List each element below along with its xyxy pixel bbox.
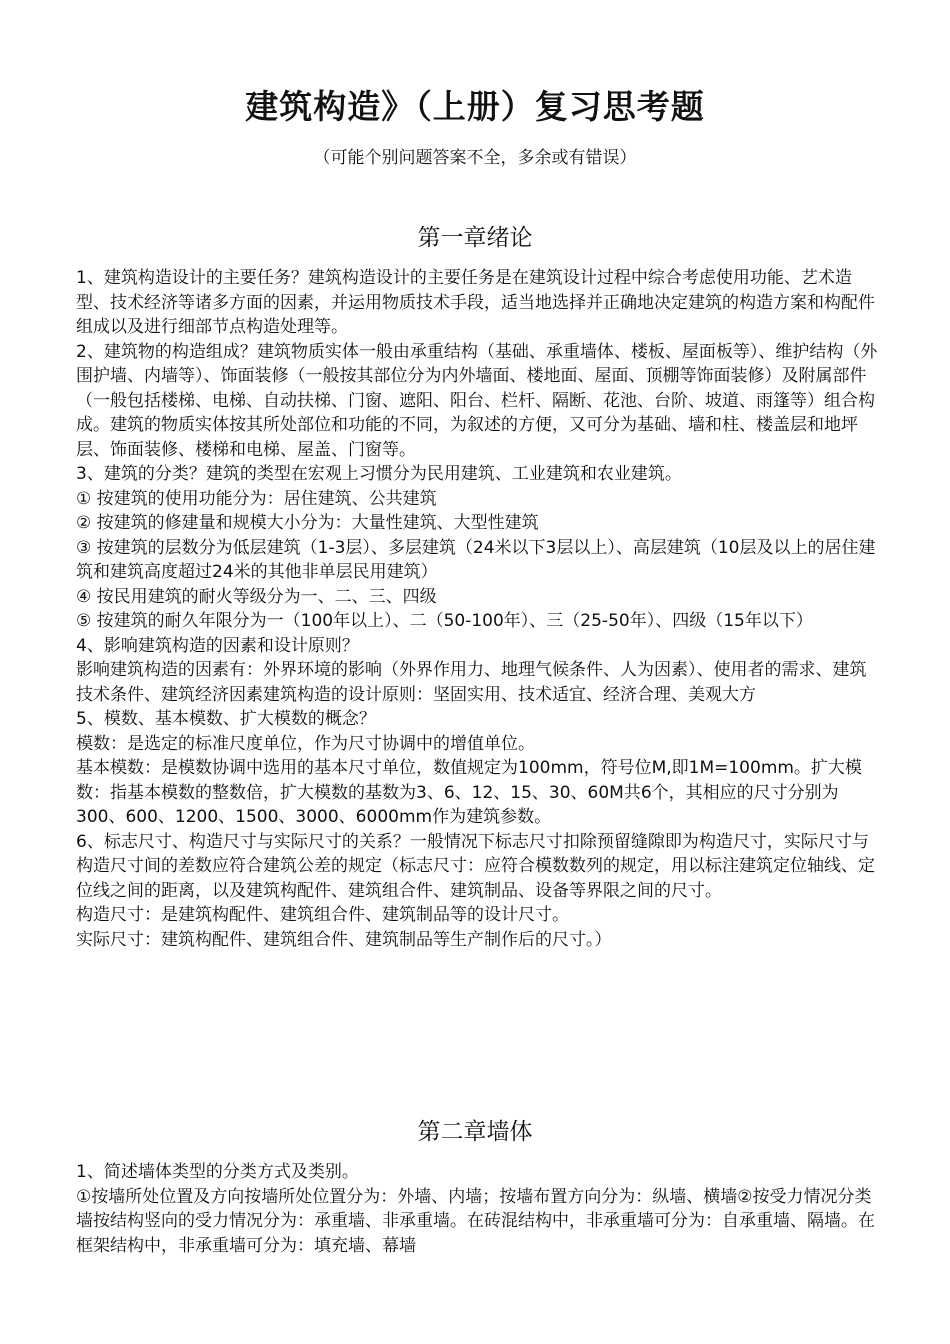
chapter-heading-2: 第二章墙体 [417,1119,533,1145]
paragraph: 4、影响建筑构造的因素和设计原则？ [76,635,359,656]
chapter-heading-1: 第一章绪论 [417,225,533,251]
paragraph: 影响建筑构造的因素有：外界环境的影响（外界作用力、地理气候条件、人为因素）、使用者的需求、建筑技术条件、建筑经济因素建筑构造的设计原则：坚固实用、技术适宜、经济合理、美观大方 [76,660,867,705]
paragraph: 构造尺寸：是建筑构配件、建筑组合件、建筑制品等的设计尺寸。 [76,905,569,925]
list-item: ⑤ 按建筑的耐久年限分为一（100年以上）、二（50-100年）、三（25-50年）、四级（15年以下） [76,611,813,631]
list-item: ④ 按民用建筑的耐火等级分为一、二、三、四级 [76,586,437,607]
list-item: ② 按建筑的修建量和规模大小分为：大量性建筑、大型性建筑 [76,513,539,533]
paragraph: 1、简述墙体类型的分类方式及类别。 [76,1162,359,1182]
paragraph: 2、建筑物的构造组成？建筑物质实体一般由承重结构（基础、承重墙体、楼板、屋面板等）、维护结构（外围护墙、内墙等）、饰面装修（一般按其部位分为内外墙面、楼地面、屋面、顶棚等饰面装修）及附属部件（一般包括楼梯、电梯、自动扶梯、门窗、遮阳、阳台、栏杆、隔断、花池、台阶、坡道、雨篷等）组合构成。建筑的物质实体按其所处部位和功能的不同，为叙述的方便，又可分为基础、墙和柱、楼盖层和地坪层、饰面装修、楼梯和电梯、屋盖、门窗等。 [76,341,878,460]
paragraph: ①按墙所处位置及方向按墙所处位置分为：外墙、内墙；按墙布置方向分为：纵墙、横墙②按受力情况分类墙按结构竖向的受力情况分为：承重墙、非承重墙。在砖混结构中，非承重墙可分为：自承重墙、隔墙。在框架结构中，非承重墙可分为：填充墙、幕墙 [76,1186,875,1256]
paragraph: 实际尺寸：建筑构配件、建筑组合件、建筑制品等生产制作后的尺寸。） [76,929,612,950]
list-item: ③ 按建筑的层数分为低层建筑（1-3层）、多层建筑（24米以下3层以上）、高层建筑（10层及以上的居住建筑和建筑高度超过24米的其他非单层民用建筑） [76,537,876,582]
paragraph: 1、建筑构造设计的主要任务？建筑构造设计的主要任务是在建筑设计过程中综合考虑使用功能、艺术造型、技术经济等诸多方面的因素，并运用物质技术手段，适当地选择并正确地决定建筑的构造方案和构配件组成以及进行细部节点构造处理等。 [76,268,875,337]
chapter-2-body [76,1160,882,1258]
document-title: 建筑构造》（上册）复习思考题 [245,87,705,126]
document-subtitle: （可能个别问题答案不全，多余或有错误） [313,148,637,168]
paragraph: 6、标志尺寸、构造尺寸与实际尺寸的关系？一般情况下标志尺寸扣除预留缝隙即为构造尺寸，实际尺寸与构造尺寸间的差数应符合建筑公差的规定（标志尺寸：应符合模数数列的规定，用以标注建筑定位轴线、定位线之间的距离，以及建筑构配件、建筑组合件、建筑制品、设备等界限之间的尺寸。 [76,831,875,901]
chapter-1-body [76,266,882,952]
paragraph: 模数：是选定的标准尺度单位，作为尺寸协调中的增值单位。 [76,733,535,754]
paragraph: 3、建筑的分类？建筑的类型在宏观上习惯分为民用建筑、工业建筑和农业建筑。 [76,464,682,484]
paragraph: 5、模数、基本模数、扩大模数的概念？ [76,709,376,729]
paragraph: 基本模数：是模数协调中选用的基本尺寸单位，数值规定为100mm，符号位M,即1M=100mm。扩大模数：指基本模数的整数倍，扩大模数的基数为3、6、12、15、30、60M共6个，其相应的尺寸分别为300、600、1200、1500、3000、6000mm作为建筑参数。 [76,758,862,827]
list-item: ① 按建筑的使用功能分为：居住建筑、公共建筑 [76,488,437,509]
